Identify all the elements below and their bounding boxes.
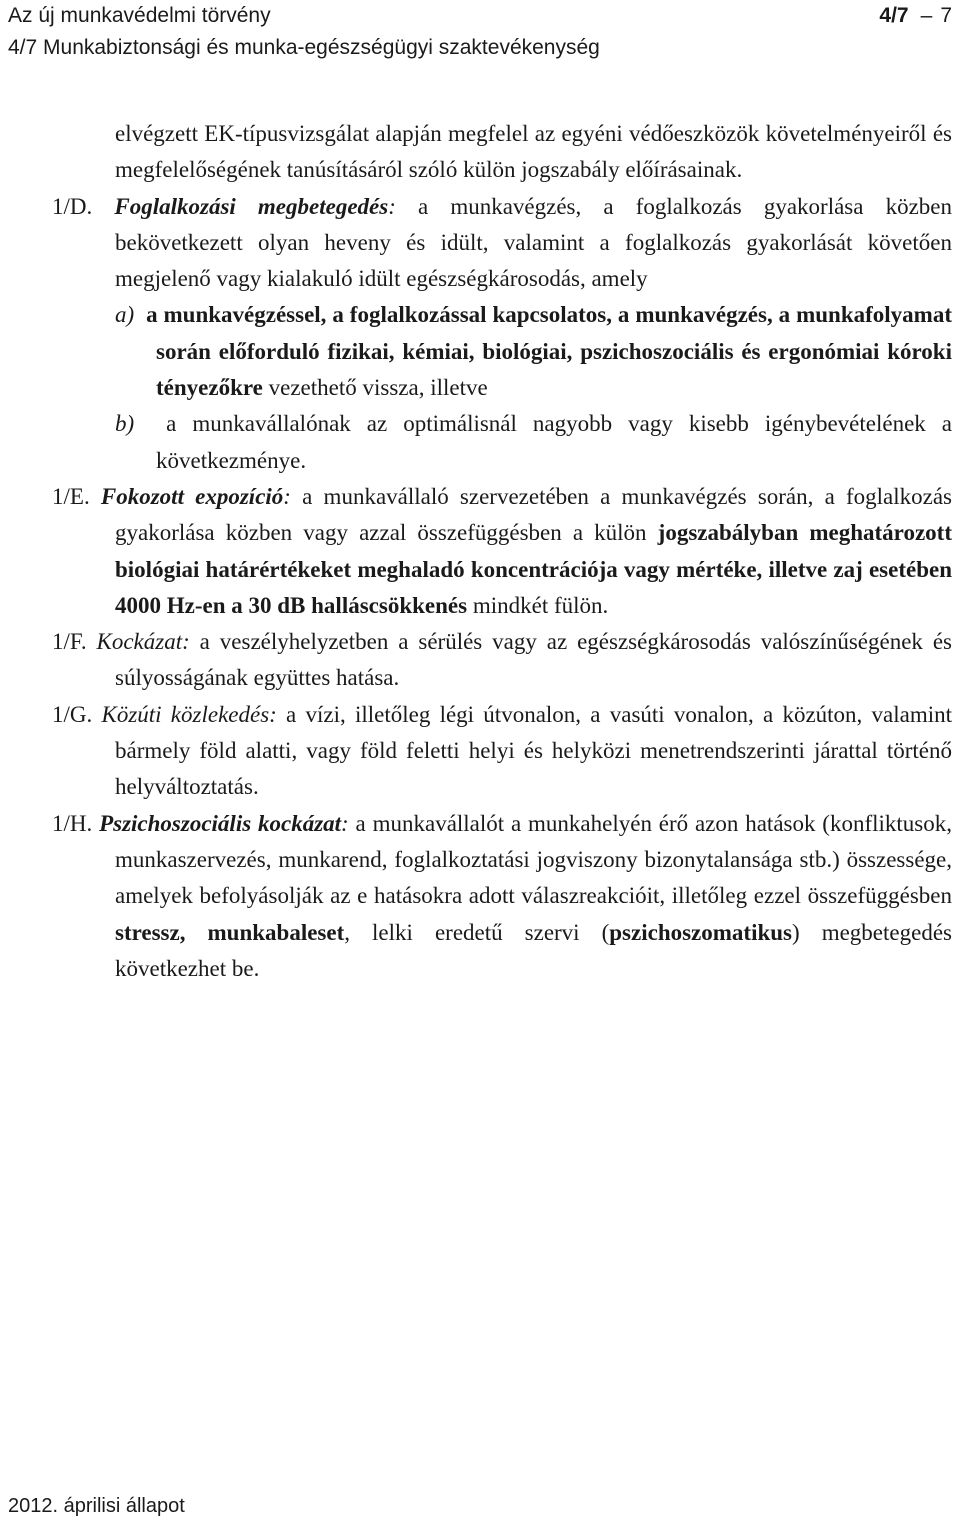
definition-colon: : — [283, 483, 291, 509]
definition-text-middle: , lelki eredetű szervi ( — [344, 919, 610, 945]
list-item-a — [52, 297, 952, 406]
definition-1d — [52, 189, 952, 298]
definition-text: a vízi, illetőleg légi útvonalon, a vasúti vonalon, a közúton, valamint bármely föld alatti, vagy föld feletti helyi és helyközi menetrendszerinti járattal történő helyváltoztatás. — [115, 701, 953, 800]
continuation-paragraph: elvégzett EK-típusvizsgálat alapján megfelel az egyéni védőeszközök követelményeiről és megfelelőségének tanúsításáról szóló külön jogszabály előírásainak. — [115, 121, 952, 183]
list-item-text: vezethető vissza, illetve — [262, 375, 488, 401]
definition-term: Fokozott expozíció — [100, 483, 284, 509]
list-item-bold-text: a munkavégzéssel, a foglalkozással kapcsolatos, a munkavégzés, a munkafolyamat során előforduló fizikai, kémiai, biológiai, pszichoszociális és ergonómiai kóroki tényezőkre — [146, 302, 952, 401]
definition-1e — [52, 479, 952, 624]
page-indicator — [879, 0, 952, 32]
book-title: Az új munkavédelmi törvény — [8, 4, 271, 27]
section-title: 4/7 Munkabiztonsági és munka-egészségügyi szaktevékenység — [8, 36, 600, 59]
definition-text-end: ) megbetegedés következhet be. — [115, 919, 952, 981]
definition-1g — [52, 697, 952, 806]
definition-1f — [52, 624, 952, 697]
page-mark: 4/7 — [879, 4, 909, 27]
definition-colon: : — [341, 810, 349, 836]
page-footer: 2012. áprilisi állapot — [8, 1495, 185, 1517]
definition-term: Kockázat: — [96, 629, 190, 655]
list-item-label: b) — [115, 411, 135, 437]
page-dash: – — [920, 4, 933, 27]
document-body — [52, 116, 952, 987]
definition-number: 1/D. — [52, 193, 93, 219]
page-header — [8, 0, 952, 64]
definition-term: Közúti közlekedés: — [101, 701, 277, 727]
definition-text: a munkavégzés, a foglalkozás gyakorlása közben bekövetkezett olyan heveny és idült, valamint a foglalkozás gyakorlását követően megjelenő vagy kialakuló idült egészségkárosodás, amely — [115, 193, 952, 292]
definition-number: 1/F. — [52, 629, 87, 655]
definition-number: 1/H. — [52, 810, 93, 836]
definition-1h — [52, 806, 952, 987]
list-item-text: a munkavállalónak az optimálisnál nagyobb vagy kisebb igénybevételének a következménye. — [156, 411, 952, 473]
definition-term: Pszichoszociális kockázat — [99, 810, 342, 836]
definition-bold-text: jogszabályban meghatározott biológiai határértékeket meghaladó koncentrációja vagy mértéke, illetve zaj esetében 4000 Hz-en a 30 dB halláscsökkenés — [115, 520, 952, 618]
definition-text: a veszélyhelyzetben a sérülés vagy az egészségkárosodás valószínűségének és súlyosságának együttes hatása. — [115, 629, 952, 691]
definition-bold-text: stressz, munkabaleset — [115, 919, 345, 945]
definition-number: 1/E. — [52, 483, 90, 509]
definition-colon: : — [388, 193, 396, 219]
list-item-label: a) — [115, 302, 135, 328]
page-number: 7 — [940, 4, 952, 27]
definition-number: 1/G. — [52, 701, 93, 727]
definition-bold-text-2: pszichoszomatikus — [609, 919, 793, 945]
list-item-b — [52, 406, 952, 479]
header-top-row — [8, 0, 952, 32]
definition-term: Foglalkozási megbetegedés — [114, 193, 389, 219]
definition-text-end: mindkét fülön. — [467, 592, 609, 618]
definition-text: a munkavállaló szervezetében a munkavégzés során, a foglalkozás gyakorlása közben vagy azzal összefüggésben a külön — [115, 483, 952, 546]
definition-text: a munkavállalót a munkahelyén érő azon hatások (konfliktusok, munkaszervezés, munkarend, foglalkoztatási jogviszony bizonytalansága stb.) összessége, amelyek befolyásolják az e hatásokra adott válaszreakcióit, illetőleg ezzel összefüggésben — [115, 810, 952, 909]
